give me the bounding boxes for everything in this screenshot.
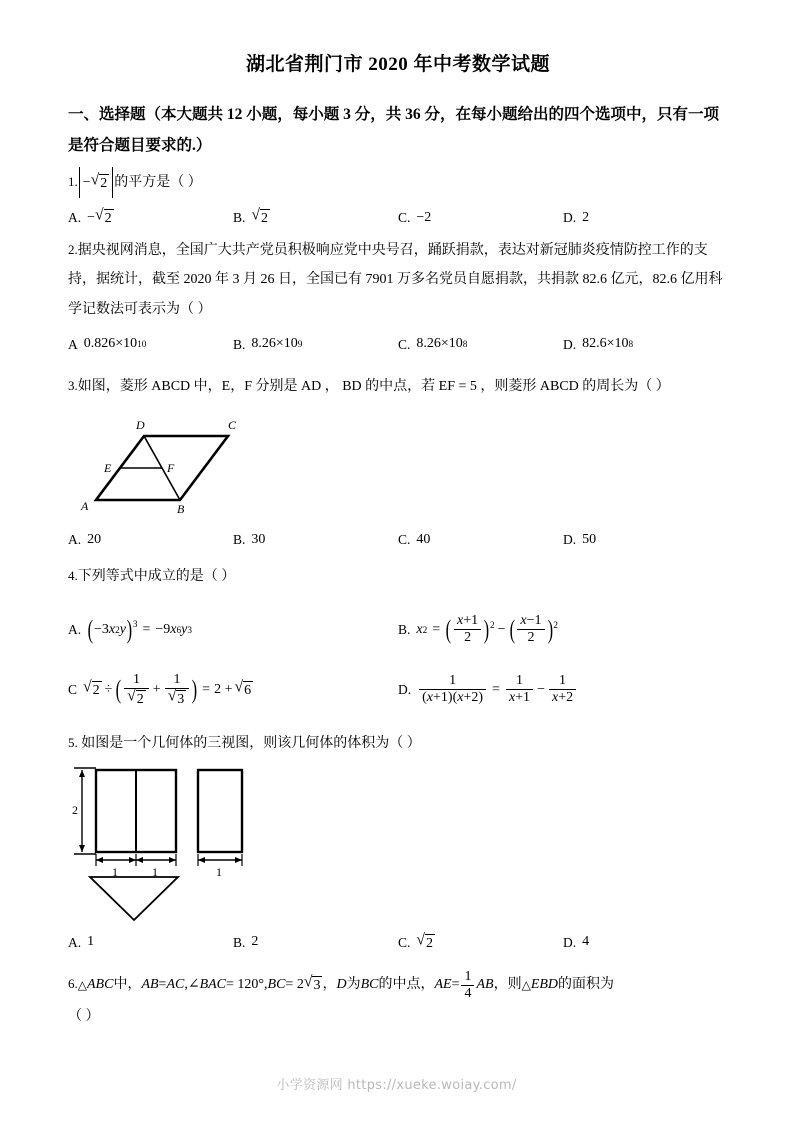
question-2 <box>68 236 728 324</box>
option-d[interactable] <box>563 204 728 232</box>
sqrt-icon: √ 2 <box>95 206 112 227</box>
option-b-label: B. <box>233 336 246 352</box>
sqrt-icon: √ 3 <box>167 687 185 707</box>
right-paren: ) <box>126 613 133 644</box>
option-a-label: A. <box>68 532 82 548</box>
option-c-value: √ 2 ÷ ( 1 √ 2 + 1 √ 3 ) = 2 + √ 6 <box>83 671 252 707</box>
option-a-value: 1 <box>87 934 95 950</box>
vertex-label-a: A <box>81 498 89 513</box>
fraction: $\frac{1}{x+2}$ <box>549 673 576 706</box>
option-c-value: 40 <box>416 531 431 547</box>
question-5-stem: 如图是一个几何体的三视图，则该几何体的体积为（ ） <box>81 735 421 751</box>
midpoint-label-f: F <box>167 460 175 475</box>
option-d-value: 2 <box>582 209 590 225</box>
arrow-left-icon <box>96 857 103 863</box>
fraction: $\frac{1}{x+1}$ <box>506 673 533 706</box>
option-c-label: C. <box>398 336 411 352</box>
option-b-label: B. <box>398 622 411 638</box>
option-b-value <box>251 208 270 228</box>
option-a-value: 20 <box>87 531 102 547</box>
option-b-value: 2 <box>251 934 259 950</box>
option-b-label: B. <box>233 934 246 950</box>
option-c[interactable] <box>398 526 563 554</box>
question-5-number: 5. <box>68 734 78 750</box>
watermark: 小学资源网 https://xueke.woiay.com/ <box>276 1078 517 1093</box>
rhombus-figure <box>68 408 728 520</box>
option-d-value: 82.6 × 10 8 <box>582 336 634 352</box>
page-content <box>68 52 728 1031</box>
option-a-value: 0.826 × 10 10 <box>83 336 147 352</box>
option-c-label: C. <box>398 210 411 226</box>
option-d-label: D. <box>563 336 577 352</box>
option-d-label: D. <box>563 210 577 226</box>
fraction: $\frac{x-1}{2}$ <box>517 613 544 646</box>
page-title: 湖北省荆门市 2020 年中考数学试题 <box>245 54 550 75</box>
question-4-number: 4. <box>68 567 78 583</box>
option-a-label: A. <box>68 210 82 226</box>
question-6-number: 6. <box>68 976 78 992</box>
option-d-value: $\frac{1}{(x+1)(x+2)}$ = $\frac{1}{x+1}$ − $\frac{1}{x+2}$ <box>417 672 578 708</box>
left-paren: ( <box>87 613 94 644</box>
fraction: $\frac{1}{(x+1)(x+2)}$ <box>419 673 486 706</box>
option-a-label: A. <box>68 622 82 638</box>
option-a[interactable] <box>68 526 233 554</box>
option-d-label: D. <box>398 682 412 698</box>
option-c[interactable] <box>398 204 563 232</box>
arrow-right-icon <box>169 857 176 863</box>
question-2-number: 2. <box>68 241 78 257</box>
vertex-label-d: D <box>136 417 145 432</box>
option-a[interactable] <box>68 607 398 653</box>
section-heading: 一、选择题（本大题共 12 小题，每小题 3 分，共 36 分，在每小题给出的四个选项中，只有一项是符合题目要求的.） <box>68 105 720 154</box>
arrow-left-icon <box>198 857 205 863</box>
question-1-stem <box>68 171 202 191</box>
question-6-continuation <box>68 1002 728 1031</box>
question-6-answer-blank: （ ） <box>68 1008 100 1024</box>
midpoint-label-e: E <box>104 460 112 475</box>
sqrt-icon: √ 2 <box>416 931 433 951</box>
three-view-figure <box>68 762 728 922</box>
option-c-value: −2 <box>416 209 432 225</box>
question-6-stem: △ ABC 中， AB = AC , ∠ BAC = 120°, BC = 2 √ 3 ， D 为 BC 的中点， AE = $\frac{1}{4}$ AB ，则 △ EBD 的面积为 <box>77 968 615 1001</box>
expression-group: ( $\frac{x+1}{2}$ ) 2 <box>445 613 495 646</box>
arrow-right-icon <box>129 857 136 863</box>
question-4-stem: 下列等式中成立的是（ ） <box>77 568 236 584</box>
front-width-label-1: 1 <box>112 865 118 880</box>
option-a-value: − √ 2 <box>87 206 112 227</box>
arrow-down-icon <box>79 845 85 852</box>
option-d-value: 50 <box>582 531 597 547</box>
option-a[interactable] <box>68 928 233 956</box>
option-b-value: 30 <box>251 531 266 547</box>
question-4 <box>68 562 728 591</box>
sqrt-icon: √ 6 <box>234 678 252 699</box>
right-paren: ) <box>483 613 490 644</box>
left-paren: ( <box>445 613 452 644</box>
question-1-expression <box>78 167 115 198</box>
height-label: 2 <box>72 803 78 818</box>
arrow-up-icon <box>79 770 85 777</box>
question-1-options <box>68 204 728 232</box>
left-paren: ( <box>509 613 515 644</box>
question-3-options <box>68 526 728 554</box>
option-d-label: D. <box>563 532 577 548</box>
sqrt-icon: √ 2 <box>90 171 108 191</box>
arrow-left-icon <box>136 857 143 863</box>
top-view-triangle <box>90 877 178 920</box>
option-b[interactable] <box>233 526 398 554</box>
option-b-value: x 2 = ( $\frac{x+1}{2}$ ) 2 − ( $\frac{x-1}{2}$ ) 2 <box>416 613 558 646</box>
option-a-label: A. <box>68 934 82 950</box>
option-d[interactable] <box>398 667 728 713</box>
fraction: 1 √ 2 <box>124 672 149 709</box>
question-5 <box>68 729 728 758</box>
option-d[interactable] <box>563 330 728 358</box>
right-paren: ) <box>191 673 198 704</box>
arrow-right-icon <box>235 857 242 863</box>
option-d[interactable] <box>563 928 728 956</box>
expression-group: ( −3 x 2 y ) 3 <box>87 613 138 644</box>
option-b[interactable] <box>233 204 398 232</box>
left-paren: ( <box>115 673 122 704</box>
question-4-options-row-1 <box>68 607 728 653</box>
front-width-label-2: 1 <box>152 865 158 880</box>
three-view-diagram <box>68 762 318 922</box>
option-a[interactable] <box>68 204 233 232</box>
sqrt-icon: √ 2 <box>83 678 100 699</box>
option-d[interactable] <box>563 526 728 554</box>
fraction: $\frac{x+1}{2}$ <box>454 613 481 646</box>
question-1-number: 1. <box>68 173 78 189</box>
side-view-rect <box>198 770 242 852</box>
question-1 <box>68 167 728 198</box>
absolute-value-bars: − √ 2 <box>79 167 114 198</box>
option-a-value: ( −3 x 2 y ) 3 = −9 x 6 y 3 <box>87 612 192 648</box>
option-c-value <box>416 933 435 953</box>
expression-group: ( 1 √ 2 + 1 √ 3 ) <box>115 671 198 707</box>
sqrt-icon: √ 2 <box>251 206 268 227</box>
fraction: 1 √ 3 <box>165 672 190 709</box>
question-3-number: 3. <box>68 378 78 394</box>
option-b-label: B. <box>233 532 246 548</box>
side-width-label: 1 <box>216 865 222 880</box>
vertex-label-b: B <box>177 501 185 516</box>
option-c-value: 8.26 × 10 8 <box>416 336 468 352</box>
question-2-options <box>68 330 728 358</box>
fraction: $\frac{1}{4}$ <box>461 969 474 1002</box>
option-b[interactable] <box>233 928 398 956</box>
option-c-label: C. <box>398 934 411 950</box>
question-6 <box>68 968 728 1002</box>
option-b[interactable] <box>398 607 728 653</box>
option-a-label: A <box>68 336 78 352</box>
option-b-label: B. <box>233 210 246 226</box>
question-1-stem-text: 的平方是（ ） <box>114 174 202 190</box>
question-5-options <box>68 928 728 956</box>
question-3-stem: 如图，菱形 ABCD 中，E，F 分别是 AD ， BD 的中点，若 EF = 5 ，则菱形 ABCD 的周长为（ ） <box>77 379 670 395</box>
expression-group: ( $\frac{x-1}{2}$ ) 2 <box>509 613 558 646</box>
right-paren: ) <box>547 613 553 644</box>
option-a[interactable] <box>68 330 233 358</box>
option-d-label: D. <box>563 934 577 950</box>
sqrt-icon: √ 3 <box>303 973 321 994</box>
question-2-stem: 据央视网消息，全国广大共产党员积极响应党中央号召，踊跃捐款，表达对新冠肺炎疫情防控工作的支持，据统计，截至 2020 年 3 月 26 日，全国已有 7901 万多名党员自愿捐款，共捐款 82.6 亿元，82.6 亿用科学记数法可表示为（ ） <box>68 242 723 317</box>
option-c[interactable] <box>398 330 563 358</box>
option-d-value: 4 <box>582 934 590 950</box>
option-c-label: C <box>68 682 78 698</box>
option-c[interactable] <box>398 928 563 956</box>
option-c[interactable] <box>68 667 398 713</box>
option-b-value: 8.26 × 10 9 <box>251 336 303 352</box>
question-4-options-row-2 <box>68 667 728 713</box>
option-c-label: C. <box>398 532 411 548</box>
sqrt-icon: √ 2 <box>127 687 144 707</box>
vertex-label-c: C <box>228 417 237 432</box>
option-b[interactable] <box>233 330 398 358</box>
question-3 <box>68 372 728 401</box>
